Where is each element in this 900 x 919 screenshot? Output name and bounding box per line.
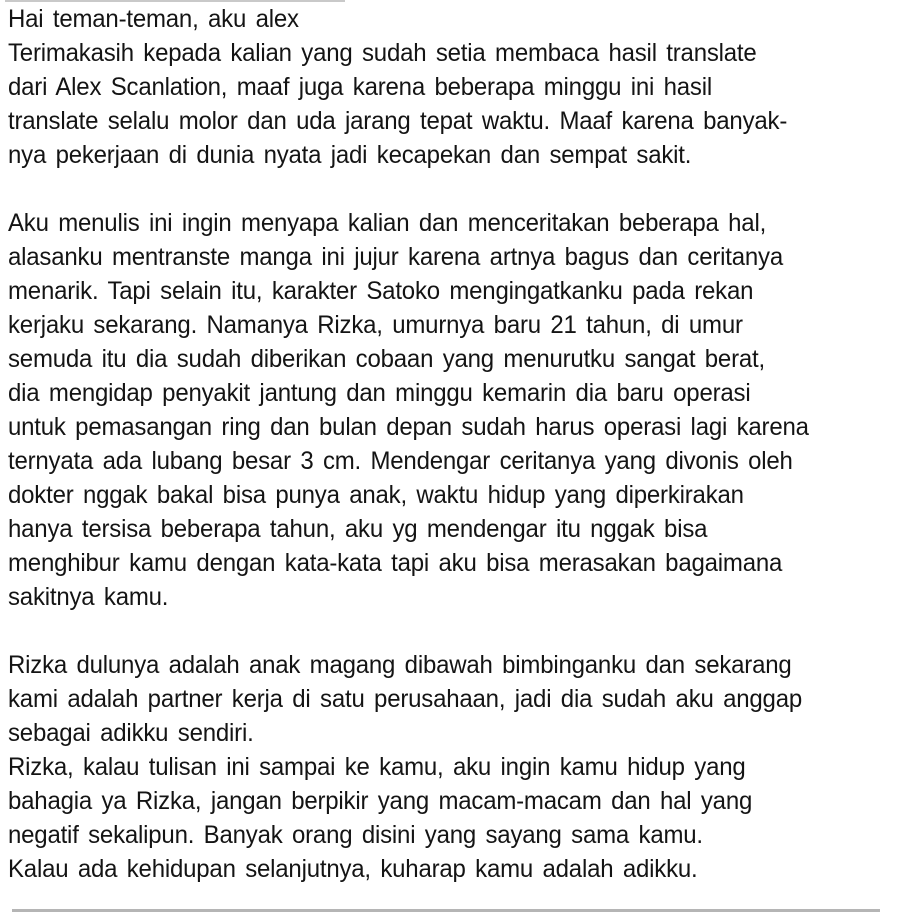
text-line: kerjaku sekarang. Namanya Rizka, umurnya baru 21 tahun, di umur bbox=[8, 311, 743, 340]
text-line: dokter nggak bakal bisa punya anak, waktu hidup yang diperkirakan bbox=[8, 481, 744, 510]
text-line: sakitnya kamu. bbox=[8, 583, 169, 612]
paragraph-message-to-rizka bbox=[8, 648, 894, 886]
text-line: Rizka, kalau tulisan ini sampai ke kamu, aku ingin kamu hidup yang bbox=[8, 753, 746, 782]
text-line: Hai teman-teman, aku alex bbox=[8, 5, 299, 34]
text-line: dari Alex Scanlation, maaf juga karena beberapa minggu ini hasil bbox=[8, 73, 712, 102]
text-line: menghibur kamu dengan kata-kata tapi aku bisa merasakan bagaimana bbox=[8, 549, 783, 578]
text-line: menarik. Tapi selain itu, karakter Satoko mengingatkanku pada rekan bbox=[8, 277, 754, 306]
text-line: nya pekerjaan di dunia nyata jadi kecapekan dan sempat sakit. bbox=[8, 141, 692, 170]
text-line: hanya tersisa beberapa tahun, aku yg mendengar itu nggak bisa bbox=[8, 515, 708, 544]
text-line: Rizka dulunya adalah anak magang dibawah bimbinganku dan sekarang bbox=[8, 651, 792, 680]
cutoff-text-streak-bottom bbox=[12, 909, 880, 912]
text-line: translate selalu molor dan uda jarang tepat waktu. Maaf karena banyak- bbox=[8, 107, 788, 136]
text-line: ternyata ada lubang besar 3 cm. Mendengar ceritanya yang divonis oleh bbox=[8, 447, 793, 476]
text-line: Terimakasih kepada kalian yang sudah setia membaca hasil translate bbox=[8, 39, 757, 68]
text-line: negatif sekalipun. Banyak orang disini yang sayang sama kamu. bbox=[8, 821, 703, 850]
text-line: Aku menulis ini ingin menyapa kalian dan menceritakan beberapa hal, bbox=[8, 209, 767, 238]
paragraph-story bbox=[8, 206, 894, 614]
text-line: alasanku mentranste manga ini jujur karena artnya bagus dan ceritanya bbox=[8, 243, 783, 272]
text-line: Kalau ada kehidupan selanjutnya, kuharap kamu adalah adikku. bbox=[8, 855, 698, 884]
text-line: dia mengidap penyakit jantung dan minggu kemarin dia baru operasi bbox=[8, 379, 751, 408]
text-line: semuda itu dia sudah diberikan cobaan yang menurutku sangat berat, bbox=[8, 345, 765, 374]
paragraph-greeting bbox=[8, 2, 894, 172]
text-line: bahagia ya Rizka, jangan berpikir yang macam-macam dan hal yang bbox=[8, 787, 753, 816]
text-line: kami adalah partner kerja di satu perusahaan, jadi dia sudah aku anggap bbox=[8, 685, 802, 714]
text-line: untuk pemasangan ring dan bulan depan sudah harus operasi lagi karena bbox=[8, 413, 809, 442]
text-line: sebagai adikku sendiri. bbox=[8, 719, 254, 748]
